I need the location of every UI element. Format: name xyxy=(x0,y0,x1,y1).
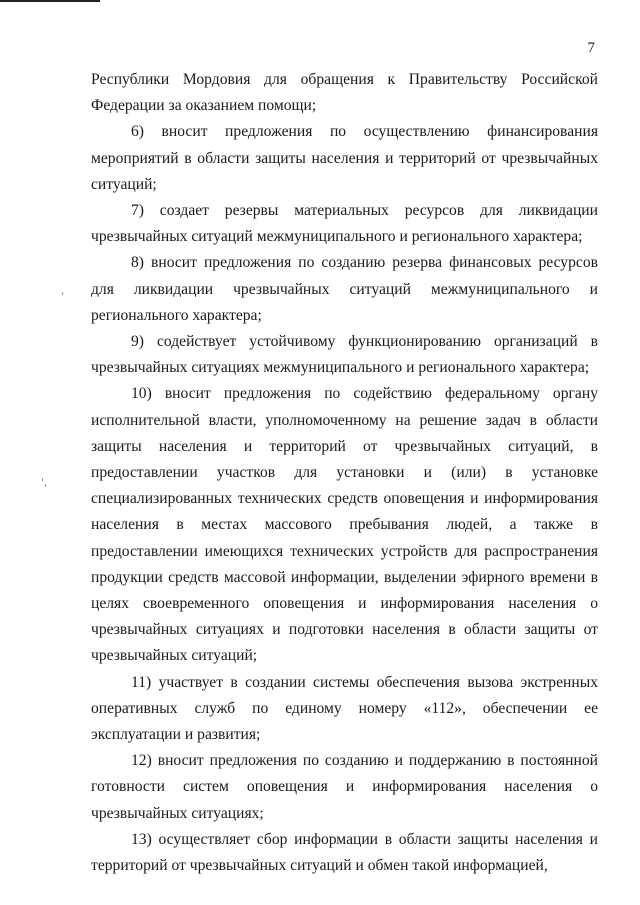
page-number: 7 xyxy=(587,40,595,56)
scan-speck xyxy=(42,478,43,481)
paragraph: 11) участвует в создании системы обеспечения вызова экстренных оперативных служб по единому номеру «112», обеспечении ее эксплуатации и развития; xyxy=(91,673,598,744)
scan-speck xyxy=(62,292,63,295)
paragraph: 13) осуществляет сбор информации в области защиты населения и территорий от чрезвычайных ситуаций и обмен такой информацией, xyxy=(91,830,598,875)
scan-speck xyxy=(45,484,46,487)
paragraph: 6) вносит предложения по осуществлению финансирования мероприятий в области защиты населения и территорий от чрезвычайных ситуаций; xyxy=(91,123,598,193)
paragraph: 7) создает резервы материальных ресурсов для ликвидации чрезвычайных ситуаций межмуниципального и регионального характера; xyxy=(91,202,598,246)
document-body xyxy=(91,67,598,879)
top-rule xyxy=(0,0,100,2)
paragraph: 9) содействует устойчивому функционированию организаций в чрезвычайных ситуациях межмуниципального и регионального характера; xyxy=(91,333,598,377)
paragraph: Республики Мордовия для обращения к Правительству Российской Федерации за оказанием помощи; xyxy=(91,71,598,115)
paragraph: 8) вносит предложения по созданию резерва финансовых ресурсов для ликвидации чрезвычайных ситуаций межмуниципального и регионального характера; xyxy=(91,254,598,324)
paragraph: 10) вносит предложения по содействию федеральному органу исполнительной власти, уполномоченному на решение задач в области защиты населения и территорий от чрезвычайных ситуаций, в предоставлении участков для установки и (или) в установке специализированных технических средств оповещения и информирования населения в местах массового пребывания людей, а также в предоставлении имеющихся технических устройств для распространения продукции средств массовой информации, выделении эфирного времени в целях своевременного оповещения и информирования населения о чрезвычайных ситуациях и подготовки населения в области защиты от чрезвычайных ситуаций; xyxy=(91,385,598,665)
paragraph: 12) вносит предложения по созданию и поддержанию в постоянной готовности систем оповещения и информирования населения о чрезвычайных ситуациях; xyxy=(91,752,598,822)
